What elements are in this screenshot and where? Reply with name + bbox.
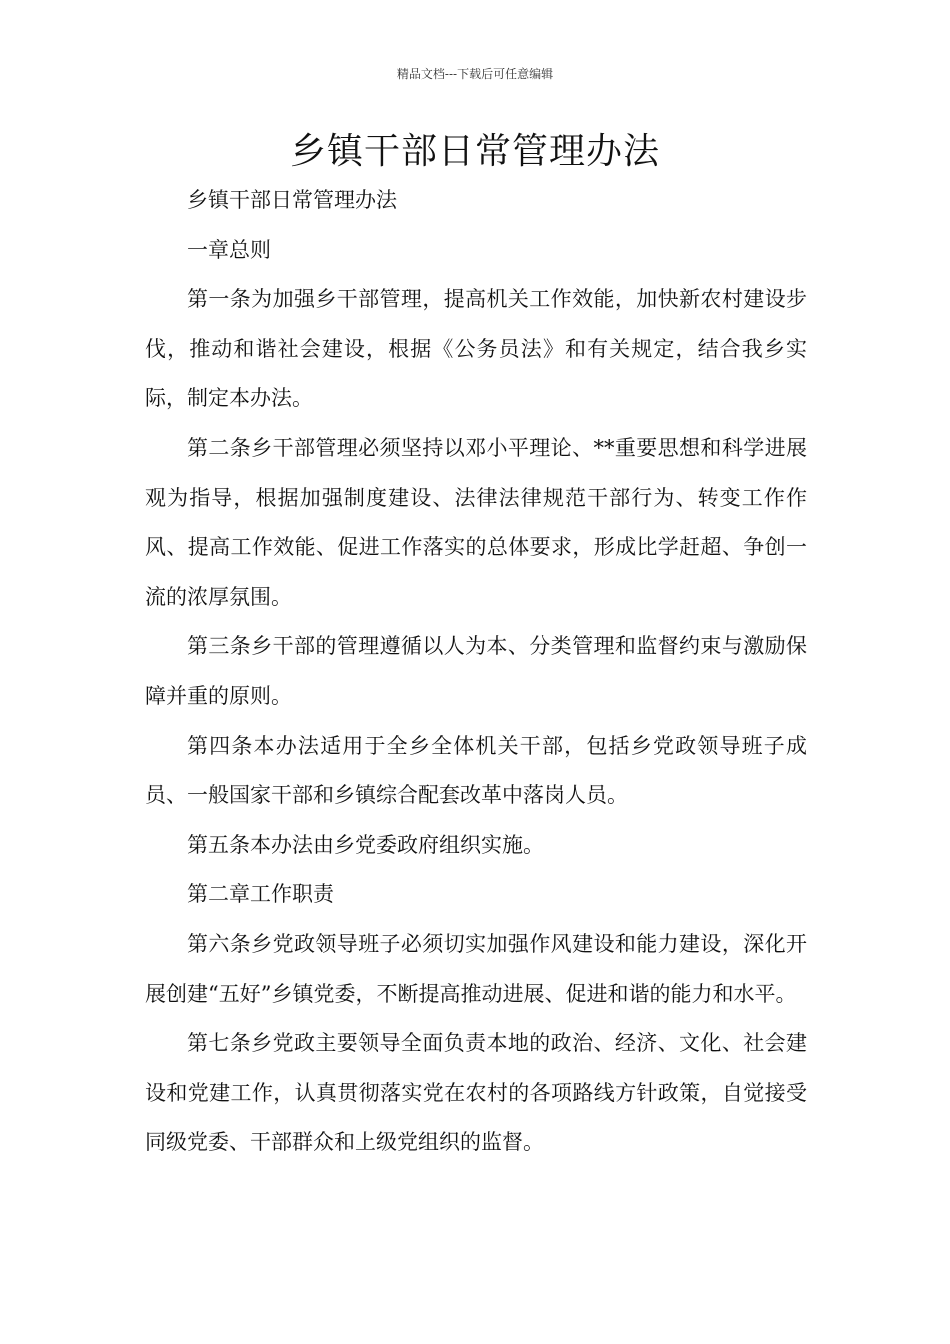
document-title: 乡镇干部日常管理办法 xyxy=(289,131,660,172)
paragraph-article-6: 第六条乡党政领导班子必须切实加强作风建设和能力建设，深化开展创建“五好”乡镇党委，不断提高推动进展、促进和谐的能力和水平。 xyxy=(145,931,807,1006)
paragraph-subtitle: 乡镇干部日常管理办法 xyxy=(187,188,397,212)
header-note: 精品文档---下载后可任意编辑 xyxy=(396,67,554,81)
paragraph-article-3: 第三条乡干部的管理遵循以人为本、分类管理和监督约束与激励保障并重的原则。 xyxy=(145,634,807,708)
paragraph-article-2: 第二条乡干部管理必须坚持以邓小平理论、**重要思想和科学进展观为指导，根据加强制度建设、法律法律规范干部行为、转变工作作风、提高工作效能、促进工作落实的总体要求，形成比学赶超、争创一流的浓厚氛围。 xyxy=(145,435,807,609)
paragraph-article-7: 第七条乡党政主要领导全面负责本地的政治、经济、文化、社会建设和党建工作，认真贯彻落实党在农村的各项路线方针政策，自觉接受同级党委、干部群众和上级党组织的监督。 xyxy=(145,1031,807,1155)
paragraph-article-1: 第一条为加强乡干部管理，提高机关工作效能，加快新农村建设步伐，推动和谐社会建设，根据《公务员法》和有关规定，结合我乡实际，制定本办法。 xyxy=(145,287,807,411)
paragraph-chapter-1-heading: 一章总则 xyxy=(187,237,271,262)
paragraph-article-5: 第五条本办法由乡党委政府组织实施。 xyxy=(187,832,544,857)
paragraph-article-4: 第四条本办法适用于全乡全体机关干部，包括乡党政领导班子成员、一般国家干部和乡镇综合配套改革中落岗人员。 xyxy=(145,733,807,808)
document-body xyxy=(145,176,807,1168)
paragraph-chapter-2-heading: 第二章工作职责 xyxy=(187,882,334,907)
